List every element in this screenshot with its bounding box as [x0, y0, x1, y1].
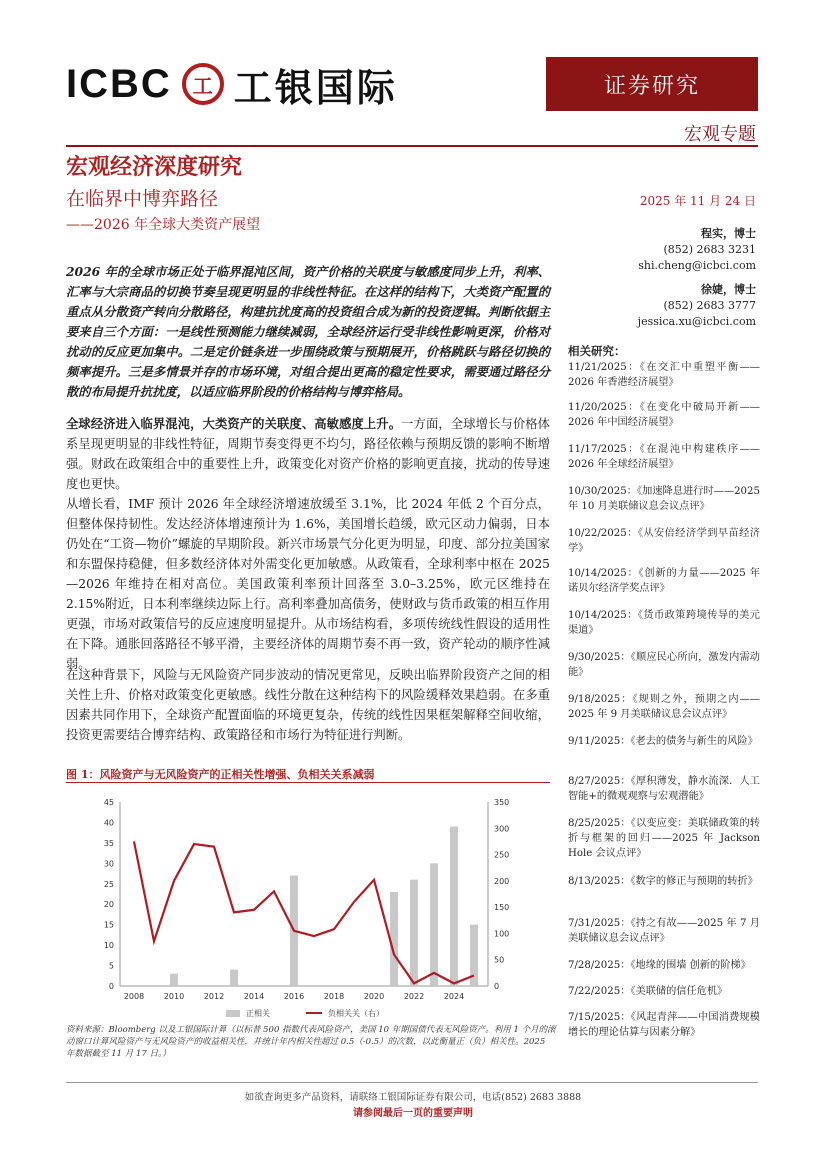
legend-swatch-positive: [226, 1010, 240, 1017]
y-left-tick-label: 0: [108, 982, 114, 991]
body-paragraph-3: 在这种背景下，风险与无风险资产同步波动的情况更常见，反映出临界阶段资产之间的相关性上升、价格对政策变化更敏感。线性分散在这种结构下的风险缓释效果趋弱。在多重因素共同作用下，全球资产配置面临的环境更复杂，传统的线性因果框架解释空间收缩，投资更需要结合博弈结构、政策路径和市场行为特征进行判断。: [66, 668, 550, 742]
y-right-tick-label: 350: [494, 798, 510, 807]
related-item[interactable]: 9/30/2025：《顺应民心所向，激发内需动能》: [568, 652, 760, 678]
related-item[interactable]: 10/30/2025：《加速降息进行时——2025 年 10 月美联储议息会议点评》: [568, 486, 760, 512]
y-left-tick-label: 45: [103, 798, 114, 807]
related-item[interactable]: 11/17/2025：《在混沌中构建秩序——2026 年全球经济展望》: [568, 444, 760, 470]
bar-positive-correlation: [230, 970, 238, 986]
line-negative-correlation: [134, 841, 474, 983]
report-date: 2025 年 11 月 24 日: [639, 194, 756, 208]
x-tick-label: 2008: [123, 992, 145, 1001]
figure-divider: [66, 782, 550, 783]
related-item[interactable]: 7/28/2025：《地缘的围墙 创新的阶梯》: [568, 960, 751, 971]
y-left-tick-label: 35: [103, 838, 114, 848]
y-left-tick-label: 40: [103, 818, 114, 828]
author-phone: (852) 2683 3777: [663, 299, 756, 312]
related-item[interactable]: 10/22/2025：《从安倍经济学到早苗经济学》: [568, 528, 760, 554]
figure-title: 图 1：风险资产与无风险资产的正相关性增强、负相关关系减弱: [66, 768, 375, 781]
y-left-tick-label: 30: [103, 859, 114, 869]
related-research-heading: 相关研究：: [568, 344, 626, 358]
author-1: [638, 226, 756, 274]
y-left-tick-label: 10: [103, 941, 114, 951]
related-item[interactable]: 8/25/2025：《以变应变：美联储政策的转折与框架的回归——2025 年 Jackson Hole 会议点评》: [568, 818, 760, 859]
y-right-tick-label: 200: [494, 876, 510, 886]
bar-positive-correlation: [390, 892, 398, 986]
paragraph-text: 一方面，全球增长与价格体系呈现更明显的非线性特征，周期节奏变得更不均匀，路径依赖与预期反馈的影响不断增强。财政在政策组合中的重要性上升，政策变化对资产价格的影响更直接，扰动的传导速度也更快。: [66, 417, 550, 491]
related-item[interactable]: 8/13/2025：《数字的修正与预期的转折》: [568, 876, 758, 887]
header-divider: [66, 145, 758, 147]
report-subtitle-2: ——2026 年全球大类资产展望: [66, 217, 261, 233]
related-item[interactable]: 9/18/2025：《规则之外，预期之内——2025 年 9 月美联储议息会议点评》: [568, 694, 760, 720]
x-tick-label: 2024: [443, 992, 465, 1001]
related-item[interactable]: 11/21/2025：《在交汇中重塑平衡——2026 年香港经济展望》: [568, 362, 760, 388]
y-right-tick-label: 250: [494, 850, 510, 860]
bar-positive-correlation: [170, 974, 178, 986]
author-name: 徐婕，博士: [701, 283, 756, 296]
y-right-tick-label: 100: [494, 929, 510, 939]
company-logo: [66, 60, 398, 108]
related-item[interactable]: 11/20/2025：《在变化中破局开新——2026 年中国经济展望》: [568, 402, 760, 428]
y-right-tick-label: 0: [494, 982, 500, 991]
y-left-tick-label: 15: [103, 920, 114, 930]
x-tick-label: 2012: [203, 992, 225, 1001]
x-tick-label: 2020: [363, 992, 385, 1001]
author-email[interactable]: shi.cheng@icbci.com: [638, 259, 756, 272]
author-name: 程实，博士: [701, 227, 756, 240]
body-paragraph-2: 从增长看，IMF 预计 2026 年全球经济增速放缓至 3.1%，比 2024 年低 2 个百分点，但整体保持韧性。发达经济体增速预计为 1.6%，美国增长趋缓，欧元区动力偏弱，日本仍处在“工资—物价”螺旋的早期阶段。新兴市场景气分化更为明显，印度、部分拉美国家和东盟保持稳健，但多数经济体对外需变化更加敏感。从政策看，全球利率中枢在 2025—2026 年维持在相对高位。美国政策利率预计回落至 3.0–3.25%，欧元区维持在 2.15%附近，日本利率继续边际上行。高利率叠加高债务，使财政与货币政策的相互作用更强，市场对政策信号的反应速度明显提升。从市场结构看，多项传统线性假设的适用性在下降。通胀回落路径不够平滑，主要经济体的周期节奏不再一致，资产轮动的顺序性减弱。: [66, 497, 550, 671]
y-right-tick-label: 50: [494, 955, 505, 965]
x-tick-label: 2014: [243, 992, 265, 1001]
x-tick-label: 2010: [163, 992, 185, 1001]
footer-divider: [66, 1082, 758, 1083]
y-right-tick-label: 300: [494, 824, 510, 834]
executive-summary: 2026 年的全球市场正处于临界混沌区间，资产价格的关联度与敏感度同步上升，利率、汇率与大宗商品的切换节奏呈现更明显的非线性特征。在这样的结构下，大类资产配置的重点从分散资产转向分散路径，构建抗扰度高的投资组合成为新的投资逻辑。判断依据主要来自三个方面：一是线性预测能力继续减弱，全球经济运行受非线性影响更深，价格对扰动的反应更加集中。二是定价链条进一步围绕政策与预期展开，价格跳跃与路径切换的频率提升。三是多情景并存的市场环境，对组合提出更高的稳定性要求，需要通过路径分散的布局提升抗扰度，以适应临界阶段的价格结构与博弈格局。: [66, 264, 550, 399]
logo-chinese-name: 工银国际: [233, 65, 398, 110]
logo-seal-icon: 工: [182, 63, 224, 105]
body-paragraph-1: [66, 414, 550, 494]
author-email[interactable]: jessica.xu@icbci.com: [637, 315, 756, 328]
footer-disclaimer-link[interactable]: 请参阅最后一页的重要声明: [353, 1108, 473, 1119]
bar-positive-correlation: [410, 880, 418, 986]
report-title: 宏观经济深度研究: [66, 154, 243, 180]
figure-source-note: 资料来源：Bloomberg 以及工银国际计算（以标普 500 指数代表风险资产，美国 10 年期国债代表无风险资产。利用 1 个月的滚动窗口计算风险资产与无风险资产的收益相关性，并统计年内相关性超过 0.5（-0.5）的次数，以此衡量正（负）相关性。2025 年数据截至 11 月 17 日。）: [66, 1025, 556, 1059]
y-right-tick-label: 150: [494, 903, 510, 913]
related-item[interactable]: 10/14/2025：《创新的力量——2025 年诺贝尔经济学奖点评》: [568, 568, 760, 594]
related-item[interactable]: 7/22/2025：《美联储的信任危机》: [568, 986, 728, 997]
related-item[interactable]: 10/14/2025：《货币政策跨境传导的美元渠道》: [568, 610, 760, 636]
legend-label-positive: 正相关: [246, 1009, 270, 1018]
report-subtitle: 在临界中博弈路径: [66, 188, 219, 210]
y-left-tick-label: 20: [103, 900, 114, 910]
y-left-tick-label: 25: [103, 879, 114, 889]
correlation-chart: [66, 786, 556, 1022]
author-phone: (852) 2683 3231: [663, 243, 756, 256]
paragraph-lead: 全球经济进入临界混沌，大类资产的关联度、高敏感度上升。: [66, 416, 402, 431]
footer-contact: 如欲查询更多产品资料，请联络工银国际证券有限公司，电话(852) 2683 3888: [244, 1092, 582, 1103]
logo-text: ICBC: [66, 61, 172, 106]
x-tick-label: 2022: [403, 992, 425, 1001]
legend-label-negative: 负相关关（右）: [328, 1009, 384, 1018]
x-tick-label: 2016: [283, 992, 305, 1001]
related-item[interactable]: 8/27/2025：《厚积薄发，静水流深．人工智能+的微观观察与宏观潜能》: [568, 776, 760, 802]
related-item[interactable]: 7/31/2025：《持之有故——2025 年 7 月美联储议息会议点评》: [568, 918, 760, 944]
x-tick-label: 2018: [323, 992, 345, 1001]
y-left-tick-label: 5: [108, 961, 114, 971]
author-2: [638, 282, 756, 330]
report-type-banner: 证券研究: [546, 57, 758, 111]
bar-positive-correlation: [450, 827, 458, 986]
related-item[interactable]: 9/11/2025：《老去的债务与新生的风险》: [568, 736, 758, 747]
bar-positive-correlation: [430, 863, 438, 986]
report-category: 宏观专题: [684, 124, 756, 145]
related-item[interactable]: 7/15/2025：《风起青萍——中国消费规模增长的理论估算与因素分解》: [568, 1012, 760, 1038]
